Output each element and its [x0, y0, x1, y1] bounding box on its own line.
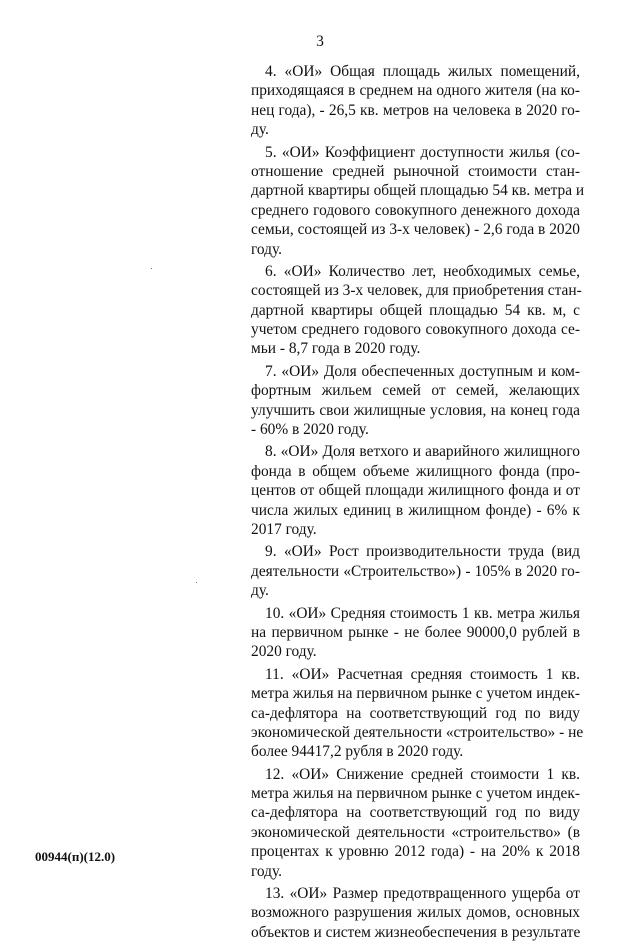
text-line: возможного разрушения жилых домов, основных — [251, 904, 580, 922]
text-line: более 94417,2 рубля в 2020 году. — [251, 743, 464, 761]
text-line: 7. «ОИ» Доля обеспеченных доступным и ком- — [265, 362, 580, 380]
text-line: 13. «ОИ» Размер предотвращенного ущерба от — [265, 885, 580, 903]
list-item — [251, 262, 580, 359]
text-line: 9. «ОИ» Рост производительности труда (вид — [265, 543, 580, 561]
text-line: фортным жильем семей от семей, желающих — [251, 382, 580, 400]
scan-speck — [196, 582, 197, 583]
text-line: учетом среднего годового совокупного дохода се- — [251, 321, 580, 339]
text-line: улучшить свои жилищные условия, на конец года — [251, 401, 580, 419]
list-item — [251, 884, 580, 942]
text-line: центов от общей площади жилищного фонда и от — [251, 482, 580, 500]
list-item — [251, 604, 580, 662]
list-item — [251, 765, 580, 881]
text-line: ду. — [251, 121, 269, 139]
text-line: приходящаяся в среднем на одного жителя (на ко- — [251, 82, 580, 100]
text-line: состоящей из 3-х человек, для приобретения стан- — [251, 282, 582, 300]
text-line: экономической деятельности «строительство» (в — [251, 823, 580, 841]
list-item — [251, 362, 580, 440]
text-line: 5. «ОИ» Коэффициент доступности жилья (со- — [265, 143, 580, 161]
text-line: объектов и систем жизнеобеспечения в результате — [251, 923, 581, 941]
text-line: - 60% в 2020 году. — [251, 421, 369, 439]
text-line: дартной квартиры общей площадью 54 кв. метра и — [251, 182, 585, 200]
text-line: метра жилья на первичном рынке с учетом индек- — [251, 785, 580, 803]
text-line: году. — [251, 862, 283, 880]
list-item — [251, 143, 585, 259]
text-line: ду. — [251, 582, 269, 600]
text-line: экономической деятельности «строительство» - не — [251, 723, 584, 741]
text-line: мьи - 8,7 года в 2020 году. — [251, 340, 421, 358]
text-line: 6. «ОИ» Количество лет, необходимых семье, — [265, 262, 580, 280]
text-line: году. — [251, 240, 283, 258]
text-line: нец года), - 26,5 кв. метров на человека в 2020 го- — [251, 101, 580, 119]
text-line: числа жилых единиц в жилищном фонде) - 6% к — [251, 501, 580, 519]
page-number: 3 — [316, 33, 324, 50]
document-body — [251, 62, 585, 945]
text-line: фонда в общем объеме жилищного фонда (про- — [251, 462, 580, 480]
text-line: 4. «ОИ» Общая площадь жилых помещений, — [265, 63, 580, 80]
list-item — [251, 62, 580, 140]
text-line: на первичном рынке - не более 90000,0 рублей в — [251, 623, 580, 641]
text-line: деятельности «Строительство») - 105% в 2020 го- — [251, 562, 580, 580]
text-line: метра жилья на первичном рынке с учетом индек- — [251, 685, 580, 703]
list-item — [251, 442, 580, 539]
text-line: процентах к уровню 2012 года) - на 20% к 2018 — [251, 843, 580, 861]
text-line: са-дефлятора на соответствующий год по виду — [251, 704, 580, 722]
list-item — [251, 665, 584, 762]
text-line: отношение средней рыночной стоимости стан- — [251, 162, 580, 180]
text-line: 2017 году. — [251, 520, 317, 538]
text-line: са-дефлятора на соответствующий год по виду — [251, 804, 580, 822]
document-code: 00944(п)(12.0) — [35, 849, 116, 864]
text-line: 12. «ОИ» Снижение средней стоимости 1 кв. — [265, 765, 580, 783]
text-line: дартной квартиры общей площадью 54 кв. м, с — [251, 301, 580, 319]
text-line: 8. «ОИ» Доля ветхого и аварийного жилищного — [265, 443, 580, 461]
text-line: 2020 году. — [251, 643, 317, 661]
scan-speck — [151, 268, 152, 269]
list-item — [251, 542, 580, 600]
text-line: 11. «ОИ» Расчетная средняя стоимость 1 кв. — [265, 665, 580, 683]
text-line: семьи, состоящей из 3-х человек) - 2,6 года в 2020 — [251, 221, 580, 239]
text-line: среднего годового совокупного денежного дохода — [251, 201, 580, 219]
text-line: 10. «ОИ» Средняя стоимость 1 кв. метра жилья — [265, 604, 580, 622]
